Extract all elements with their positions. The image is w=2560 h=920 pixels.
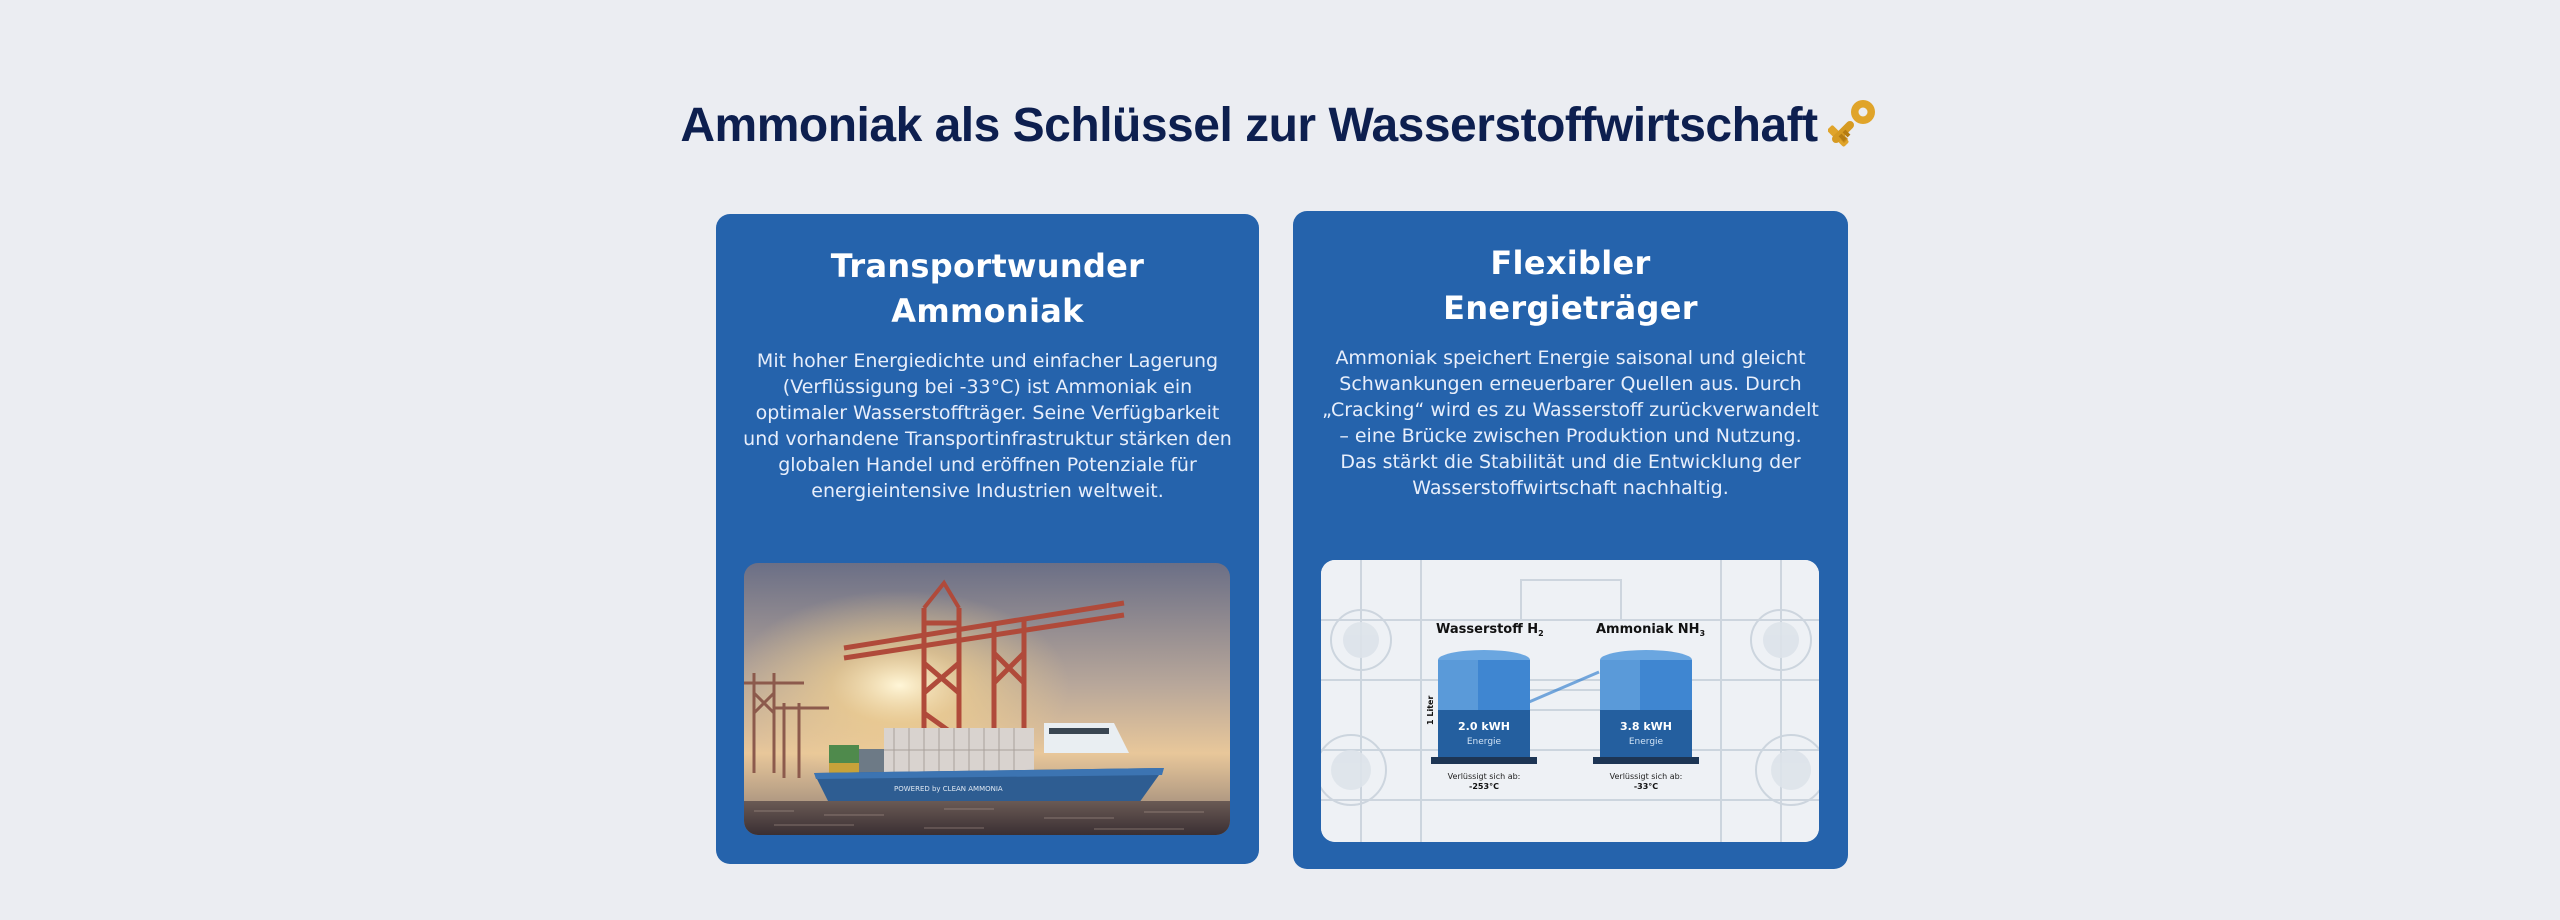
svg-text:Energie: Energie (1628, 737, 1664, 747)
card-text: Mit hoher Energiedichte und einfacher Lagerung (Verflüssigung bei -33°C) ist Ammoniak ein optimaler Wasserstoffträger. Seine Verfügbarkeit und vorhandene Transportinfrastruktur stärken den globalen Handel und eröffnen Potenziale für energieintensive Industrien weltweit. (743, 350, 1232, 502)
key-icon (1828, 95, 1880, 147)
card-title: Transportwunder Ammoniak (830, 247, 1145, 330)
card-energy-carrier (1293, 211, 1848, 869)
svg-text:Verlüssigt sich ab:: Verlüssigt sich ab: (1609, 772, 1683, 781)
svg-text:2.0 kWH: 2.0 kWH (1458, 720, 1510, 733)
svg-text:1 Liter: 1 Liter (1426, 695, 1435, 725)
ship-image (744, 563, 1230, 835)
page-title: Ammoniak als Schlüssel zur Wasserstoffwirtschaft (0, 95, 2560, 156)
svg-text:Wasserstoff H2: Wasserstoff $H_2$ (1436, 622, 1544, 638)
card-title: Flexibler Energieträger (1443, 244, 1698, 327)
svg-text:POWERED by CLEAN AMMONIA: POWERED by CLEAN AMMONIA (894, 785, 1003, 793)
svg-text:Verlüssigt sich ab:: Verlüssigt sich ab: (1447, 772, 1521, 781)
svg-text:-253°C: -253°C (1469, 782, 1499, 791)
card-text: Ammoniak speichert Energie saisonal und gleicht Schwankungen erneuerbarer Quellen aus. Durch „Cracking“ wird es zu Wasserstoff zurückverwandelt – eine Brücke zwischen Produktion und Nutzung. Das stärkt die Stabilität und die Entwicklung der Wasserstoffwirtschaft nachhaltig. (1322, 347, 1819, 499)
svg-text:3.8 kWH: 3.8 kWH (1620, 720, 1672, 733)
card-transport (716, 214, 1259, 864)
svg-text:-33°C: -33°C (1633, 782, 1659, 791)
tank-comparison-image (1321, 560, 1819, 842)
svg-text:Energie: Energie (1466, 737, 1502, 747)
svg-text:Ammoniak NH3: Ammoniak $NH_3$ (1596, 622, 1706, 638)
